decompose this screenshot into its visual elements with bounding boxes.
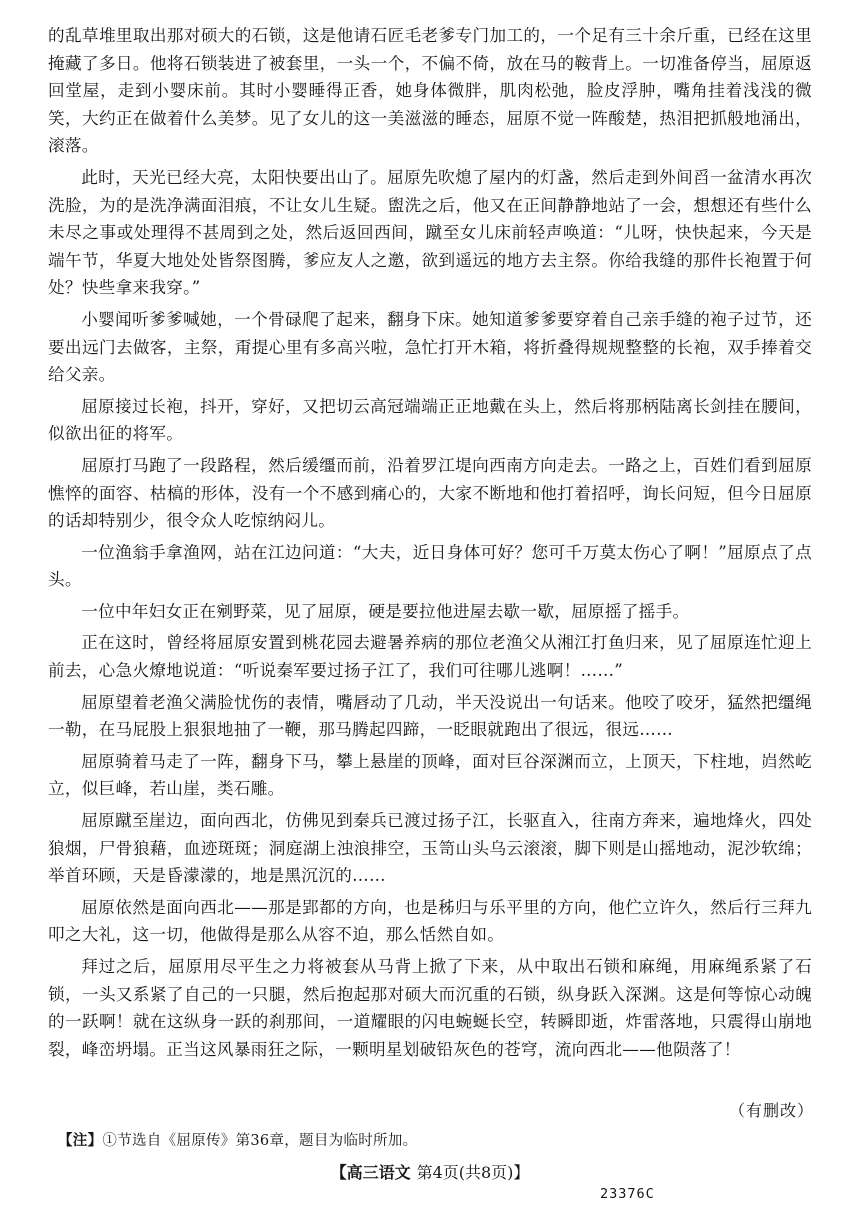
source-note: （有删改） [728, 1101, 814, 1120]
paragraph-4: 屈原接过长袍，抖开，穿好，又把切云高冠端端正正地戴在头上，然后将那柄陆离长剑挂在腰间，似欲出征的将军。 [48, 396, 812, 444]
paragraph-10: 屈原骑着马走了一阵，翻身下马，攀上悬崖的顶峰，面对巨谷深渊而立，上顶天，下柱地，岿然屹立，似巨峰，若山崖，类石雕。 [48, 751, 812, 799]
paragraph-8: 正在这时，曾经将屈原安置到桃花园去避暑养病的那位老渔父从湘江打鱼归来，见了屈原连忙迎上前去，心急火燎地说道：“听说秦军要过扬子江了，我们可往哪儿逃啊！……” [48, 633, 812, 681]
paragraph-3: 小婴闻听爹爹喊她，一个骨碌爬了起来，翻身下床。她知道爹爹要穿着自己亲手缝的袍子过节，还要出远门去做客，主祭，甭提心里有多高兴啦，急忙打开木箱，将折叠得规规整整的长袍，双手捧着交给父亲。 [48, 309, 812, 385]
footer-page-info: 第4页(共8页)】 [416, 1163, 530, 1182]
article-body [48, 22, 812, 1067]
paragraph-2: 此时，天光已经大亮，太阳快要出山了。屈原先吹熄了屋内的灯盏，然后走到外间舀一盆清水再次洗脸，为的是洗净满面泪痕，不让女儿生疑。盥洗之后，他又在正间静静地站了一会，想想还有些什么未尽之事或处理得不甚周到之处，然后返回西间，蹴至女儿床前轻声唤道：“儿呀，快快起来，今天是端午节，华夏大地处处皆祭图腾，爹应友人之邀，欲到遥远的地方去主祭。你给我缝的那件长袍置于何处？快些拿来我穿。” [48, 167, 812, 298]
annotation-label: 【注】 [58, 1132, 103, 1149]
paragraph-12: 屈原依然是面向西北——那是郢都的方向，也是秭归与乐平里的方向，他伫立许久，然后行三拜九叩之大礼，这一切，他做得是那么从容不迫，那么恬然自如。 [48, 897, 812, 945]
paragraph-7: 一位中年妇女正在剜野菜，见了屈原，硬是要拉他进屋去歇一歇，屈原摇了摇手。 [81, 601, 690, 621]
annotation-text: ①节选自《屈原传》第36章，题目为临时所加。 [102, 1133, 418, 1149]
paragraph-1: 的乱草堆里取出那对硕大的石锁，这是他请石匠毛老爹专门加工的，一个足有三十余斤重，已经在这里掩藏了多日。他将石锁装进了被套里，一头一个，不偏不倚，放在马的鞍背上。一切准备停当，屈原返回堂屋，走到小婴床前。其时小婴睡得正香，她身体微胖，肌肉松弛，脸皮浮肿，嘴角挂着浅浅的微笑，大约正在做着什么美梦。见了女儿的这一美滋滋的睡态，屈原不觉一阵酸楚，热泪把抓般地涌出，滚落。 [48, 26, 812, 156]
page-footer [0, 1160, 860, 1183]
paragraph-13: 拜过之后，屈原用尽平生之力将被套从马背上掀了下来，从中取出石锁和麻绳，用麻绳系紧了石锁，一头又系紧了自己的一只腿，然后抱起那对硕大而沉重的石锁，纵身跃入深渊。这是何等惊心动魄的一跃啊！就在这纵身一跃的刹那间，一道耀眼的闪电蜿蜒长空，转瞬即逝，炸雷落地，只震得山崩地裂，峰峦坍塌。正当这风暴雨狂之际，一颗明星划破铅灰色的苍穹，流向西北——他陨落了！ [48, 957, 812, 1059]
paragraph-9: 屈原望着老渔父满脸忧伤的表情，嘴唇动了几动，半天没说出一句话来。他咬了咬牙，猛然把缰绳一勒，在马屁股上狠狠地抽了一鞭，那马腾起四蹄，一眨眼就跑出了很远，很远…… [48, 692, 812, 740]
footer-subject: 【高三语文 [330, 1163, 411, 1182]
paragraph-11: 屈原蹴至崖边，面向西北，仿佛见到秦兵已渡过扬子江，长驱直入，往南方奔来，遍地烽火，四处狼烟，尸骨狼藉，血迹斑斑；洞庭湖上浊浪排空，玉笥山头乌云滚滚，脚下则是山摇地动，泥沙软绵；举首环顾，天是昏濛濛的，地是黑沉沉的…… [48, 811, 812, 886]
annotation-note [58, 1129, 417, 1150]
paragraph-5: 屈原打马跑了一段路程，然后缓缰而前，沿着罗江堤向西南方向走去。一路之上，百姓们看到屈原憔悴的面容、枯槁的形体，没有一个不感到痛心的，大家不断地和他打着招呼，询长问短，但今日屈原的话却特别少，很令众人吃惊纳闷儿。 [48, 455, 812, 531]
exam-code: 23376C [600, 1186, 655, 1202]
paragraph-6: 一位渔翁手拿渔网，站在江边问道：“大夫，近日身体可好？您可千万莫太伤心了啊！”屈原点了点头。 [48, 542, 812, 590]
